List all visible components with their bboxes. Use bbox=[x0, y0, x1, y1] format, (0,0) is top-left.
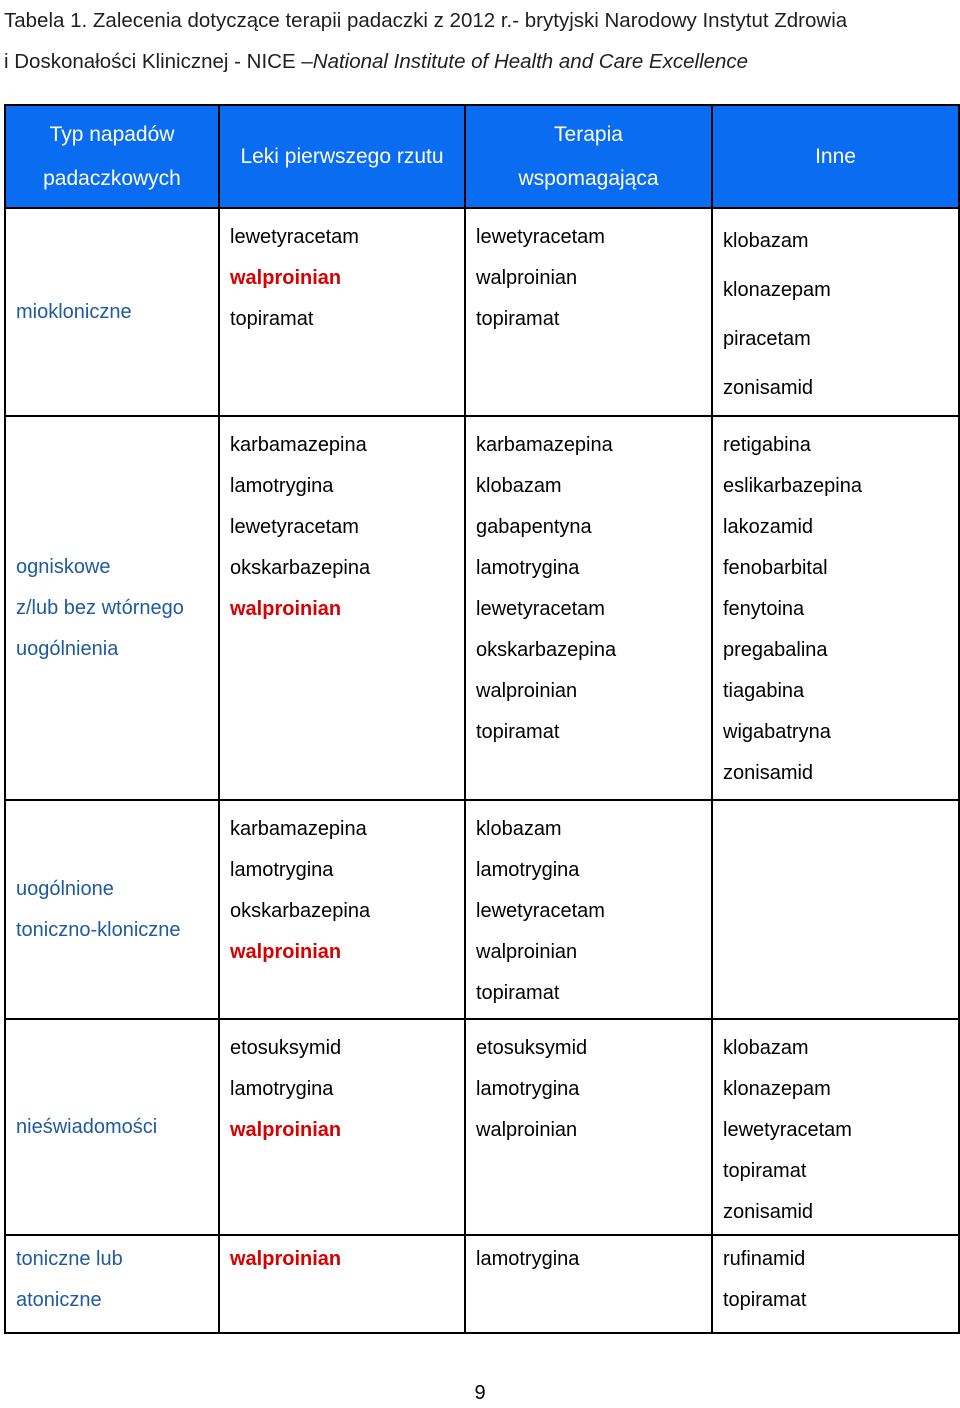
drug-item: klobazam bbox=[723, 230, 809, 252]
drug-item: lamotrygina bbox=[476, 557, 580, 579]
adjunct-cell bbox=[465, 208, 712, 416]
seizure-type-line: uogólnione bbox=[16, 877, 114, 900]
seizure-type-line: toniczne lub bbox=[16, 1248, 123, 1270]
drug-item: walproinian bbox=[230, 1119, 342, 1141]
other-cell bbox=[712, 1235, 959, 1333]
drug-item: zonisamid bbox=[723, 762, 814, 784]
drug-item: okskarbazepina bbox=[476, 639, 617, 661]
drug-item: zonisamid bbox=[723, 377, 814, 399]
drug-item: lamotrygina bbox=[230, 475, 334, 497]
other-cell bbox=[712, 1019, 959, 1235]
table-caption bbox=[4, 0, 956, 82]
header-other: Inne bbox=[712, 105, 959, 208]
other-cell bbox=[712, 208, 959, 416]
drug-item: etosuksymid bbox=[230, 1037, 342, 1059]
drug-item: walproinian bbox=[476, 941, 578, 963]
adjunct-cell bbox=[465, 800, 712, 1019]
drug-item: lamotrygina bbox=[230, 1078, 334, 1100]
recommendation-table bbox=[4, 104, 960, 1334]
table-row bbox=[5, 1235, 959, 1333]
other-cell bbox=[712, 416, 959, 800]
drug-item: okskarbazepina bbox=[230, 557, 371, 579]
drug-item: klonazepam bbox=[723, 279, 831, 301]
drug-item: gabapentyna bbox=[476, 516, 592, 538]
drug-item: lewetyracetam bbox=[230, 226, 359, 248]
table-body bbox=[5, 208, 959, 1333]
seizure-type-cell bbox=[5, 800, 219, 1019]
seizure-type-line: toniczno-kloniczne bbox=[16, 918, 181, 941]
first-line-cell bbox=[219, 1019, 465, 1235]
seizure-type-cell bbox=[5, 1019, 219, 1235]
drug-item: retigabina bbox=[723, 434, 811, 456]
header-adjunct-line-2: wspomagająca bbox=[518, 166, 659, 190]
adjunct-cell bbox=[465, 1019, 712, 1235]
table-row bbox=[5, 1019, 959, 1235]
header-row bbox=[5, 105, 959, 208]
drug-item: lamotrygina bbox=[230, 859, 334, 881]
drug-item: okskarbazepina bbox=[230, 900, 371, 922]
drug-item: klobazam bbox=[476, 818, 562, 840]
header-adjunct-line-1: Terapia bbox=[554, 122, 623, 146]
drug-item: lamotrygina bbox=[476, 1078, 580, 1100]
header-seizure-type-line-2: padaczkowych bbox=[43, 166, 181, 190]
table-row bbox=[5, 208, 959, 416]
first-line-cell bbox=[219, 208, 465, 416]
drug-item: lamotrygina bbox=[476, 859, 580, 881]
drug-item: wigabatryna bbox=[723, 721, 831, 743]
drug-item: topiramat bbox=[230, 308, 314, 330]
drug-item: walproinian bbox=[230, 1248, 342, 1270]
drug-item: karbamazepina bbox=[230, 818, 367, 840]
drug-item: lewetyracetam bbox=[230, 516, 359, 538]
seizure-type-line: atoniczne bbox=[16, 1289, 102, 1311]
drug-item: lewetyracetam bbox=[476, 900, 605, 922]
drug-item: eslikarbazepina bbox=[723, 475, 862, 497]
seizure-type-line: uogólnienia bbox=[16, 637, 119, 660]
caption-line-1: Tabela 1. Zalecenia dotyczące terapii padaczki z 2012 r.- brytyjski Narodowy Instytut Zdrowia bbox=[4, 9, 848, 32]
first-line-cell bbox=[219, 800, 465, 1019]
other-cell bbox=[712, 800, 959, 1019]
drug-item: pregabalina bbox=[723, 639, 828, 661]
drug-item: topiramat bbox=[723, 1160, 807, 1182]
adjunct-cell bbox=[465, 416, 712, 800]
drug-item: walproinian bbox=[230, 941, 342, 963]
caption-line-2-italic: National Institute of Health and Care Excellence bbox=[312, 50, 749, 73]
drug-item: karbamazepina bbox=[230, 434, 367, 456]
seizure-type-cell bbox=[5, 208, 219, 416]
table-row bbox=[5, 800, 959, 1019]
first-line-cell bbox=[219, 1235, 465, 1333]
drug-item: klobazam bbox=[476, 475, 562, 497]
drug-item: lakozamid bbox=[723, 516, 814, 538]
seizure-type-line: miokloniczne bbox=[16, 300, 132, 323]
seizure-type-cell bbox=[5, 1235, 219, 1333]
drug-item: zonisamid bbox=[723, 1201, 814, 1223]
seizure-type-line: nieświadomości bbox=[16, 1115, 158, 1138]
seizure-type-line: z/lub bez wtórnego bbox=[16, 596, 184, 619]
drug-item: walproinian bbox=[476, 680, 578, 702]
adjunct-cell bbox=[465, 1235, 712, 1333]
table-row bbox=[5, 416, 959, 800]
drug-item: walproinian bbox=[230, 267, 342, 289]
drug-item: klobazam bbox=[723, 1037, 809, 1059]
first-line-cell bbox=[219, 416, 465, 800]
drug-item: lamotrygina bbox=[476, 1248, 580, 1270]
drug-item: topiramat bbox=[476, 721, 560, 743]
header-seizure-type-line-1: Typ napadów bbox=[49, 122, 175, 146]
drug-item: fenytoina bbox=[723, 598, 805, 620]
drug-item: topiramat bbox=[723, 1289, 807, 1311]
drug-item: piracetam bbox=[723, 328, 811, 350]
drug-item: etosuksymid bbox=[476, 1037, 588, 1059]
drug-item: walproinian bbox=[476, 267, 578, 289]
seizure-type-line: ogniskowe bbox=[16, 555, 111, 578]
page-number: 9 bbox=[474, 1382, 486, 1404]
drug-item: topiramat bbox=[476, 308, 560, 330]
drug-item: walproinian bbox=[230, 598, 342, 620]
drug-item: topiramat bbox=[476, 982, 560, 1004]
caption-line-2 bbox=[4, 41, 956, 82]
header-seizure-type bbox=[5, 105, 219, 208]
drug-item: klonazepam bbox=[723, 1078, 831, 1100]
drug-item: fenobarbital bbox=[723, 557, 828, 579]
header-first-line: Leki pierwszego rzutu bbox=[219, 105, 465, 208]
drug-item: tiagabina bbox=[723, 680, 805, 702]
drug-item: rufinamid bbox=[723, 1248, 806, 1270]
drug-item: lewetyracetam bbox=[476, 226, 605, 248]
drug-item: karbamazepina bbox=[476, 434, 613, 456]
drug-item: walproinian bbox=[476, 1119, 578, 1141]
drug-item: lewetyracetam bbox=[723, 1119, 852, 1141]
header-adjunct bbox=[465, 105, 712, 208]
seizure-type-cell bbox=[5, 416, 219, 800]
caption-line-2-text: i Doskonałości Klinicznej - NICE – bbox=[4, 50, 313, 73]
drug-item: lewetyracetam bbox=[476, 598, 605, 620]
